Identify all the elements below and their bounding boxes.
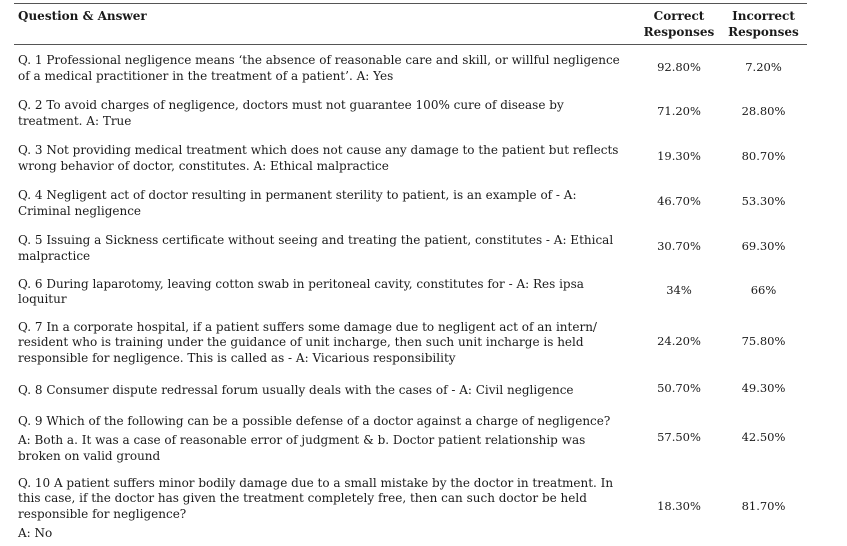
header-correct-responses: Correct Responses [638,4,720,45]
question-cell [14,180,638,225]
question-text: Q. 5 Issuing a Sickness certificate without seeing and treating the patient, constitutes - A: Ethical malpractice [18,233,614,263]
incorrect-cell: 7.20% [745,59,782,74]
incorrect-cell: 53.30% [741,194,786,209]
table-header-row [14,4,807,45]
question-text: Q. 7 In a corporate hospital, if a patient suffers some damage due to negligent act of an intern/ resident who is training under the guidance of unit incharge, then such unit incharge is held responsible for negligence. This is called as - A: Vicarious responsibility [18,319,597,365]
answer-text: A: Both a. It was a case of reasonable error of judgment & b. Doctor patient relationship was broken on valid ground [18,433,586,463]
incorrect-cell: 66% [750,282,777,297]
table-row [14,135,807,180]
table-row [14,45,807,90]
question-text: Q. 3 Not providing medical treatment which does not cause any damage to the patient but reflects wrong behavior of doctor, constitutes. A: Ethical malpractice [18,143,619,173]
question-text: Q. 4 Negligent act of doctor resulting in permanent sterility to patient, is an example of - A: Criminal negligence [18,188,577,218]
answer-text: A: No [18,526,53,540]
table-row [14,312,807,372]
question-text: Q. 2 To avoid charges of negligence, doctors must not guarantee 100% cure of disease by treatment. A: True [18,98,564,128]
question-cell [14,90,638,135]
correct-cell: 19.30% [657,149,701,164]
table-row [14,469,807,546]
question-text: Q. 6 During laparotomy, leaving cotton swab in peritoneal cavity, constitutes for - A: Res ipsa loquitur [18,276,584,306]
question-cell [14,225,638,270]
correct-cell: 57.50% [657,429,701,444]
incorrect-cell: 42.50% [741,429,786,444]
table-row [14,180,807,225]
question-cell [14,469,638,546]
correct-cell: 50.70% [657,381,701,396]
question-cell [14,312,638,372]
question-cell [14,407,638,469]
question-cell [14,45,638,90]
incorrect-cell: 80.70% [741,149,786,164]
correct-cell: 71.20% [657,104,701,119]
question-text: Q. 1 Professional negligence means ‘the absence of reasonable care and skill, or willful negligence of a medical practitioner in the treatment of a patient’. A: Yes [18,53,620,83]
correct-cell: 34% [666,282,692,297]
incorrect-cell: 69.30% [741,239,786,254]
table-row [14,90,807,135]
incorrect-cell: 75.80% [741,333,786,348]
correct-cell: 46.70% [657,194,701,209]
question-cell [14,135,638,180]
incorrect-cell: 81.70% [741,499,786,514]
correct-cell: 92.80% [657,59,701,74]
survey-results-table-wrapper [14,3,807,546]
question-cell [14,372,638,407]
table-body [14,45,807,546]
incorrect-cell: 49.30% [741,381,786,396]
table-row [14,407,807,469]
header-question-answer: Question & Answer [14,4,638,45]
incorrect-cell: 28.80% [741,104,786,119]
question-text: Q. 10 A patient suffers minor bodily damage due to a small mistake by the doctor in treatment. In this case, if the doctor has given the treatment completely free, then can such doctor be held responsible for negligence? [18,475,614,521]
question-text: Q. 8 Consumer dispute redressal forum usually deals with the cases of - A: Civil negligence [18,382,574,397]
table-row [14,225,807,270]
table-row [14,270,807,312]
question-text: Q. 9 Which of the following can be a possible defense of a doctor against a charge of negligence? [18,413,611,428]
header-incorrect-responses: Incorrect Responses [720,4,807,45]
correct-cell: 24.20% [657,333,701,348]
correct-cell: 30.70% [657,239,701,254]
survey-results-table [14,3,807,546]
table-row [14,372,807,407]
correct-cell: 18.30% [657,499,701,514]
question-cell [14,270,638,312]
